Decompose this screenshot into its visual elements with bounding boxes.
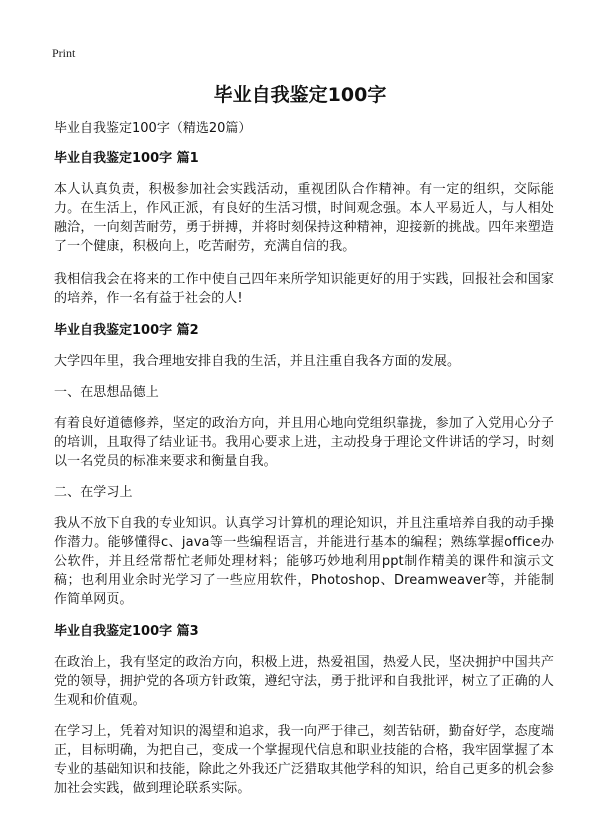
document-subtitle: 毕业自我鉴定100字（精选20篇）	[54, 121, 252, 136]
subheading: 一、在思想品德上	[54, 385, 159, 400]
document-body	[54, 120, 554, 810]
subheading: 二、在学习上	[54, 485, 133, 500]
paragraph: 我相信我会在将来的工作中使自己四年来所学知识能更好的用于实践，回报社会和国家的培养，作一名有益于社会的人!	[54, 272, 554, 306]
paragraph: 本人认真负责，积极参加社会实践活动，重视团队合作精神。有一定的组织，交际能力。在生活上，作风正派，有良好的生活习惯，时间观念强。本人平易近人，与人相处融洽，一向刻苦耐劳，勇于拼搏，并将时刻保持这种精神，迎接新的挑战。四年来塑造了一个健康，积极向上，吃苦耐劳，充满自信的我。	[54, 182, 554, 254]
paragraph: 在政治上，我有坚定的政治方向，积极上进，热爱祖国，热爱人民，坚决拥护中国共产党的领导，拥护党的各项方针政策，遵纪守法，勇于批评和自我批评，树立了正确的人生观和价值观。	[54, 655, 554, 708]
paragraph: 大学四年里，我合理地安排自我的生活，并且注重自我各方面的发展。	[54, 354, 461, 369]
print-link[interactable]: Print	[52, 46, 76, 60]
section-heading-2: 毕业自我鉴定100字 篇2	[54, 323, 199, 338]
section-heading-1: 毕业自我鉴定100字 篇1	[54, 151, 199, 166]
page-title: 毕业自我鉴定100字	[213, 84, 387, 106]
section-heading-3: 毕业自我鉴定100字 篇3	[54, 624, 199, 639]
paragraph: 在学习上，凭着对知识的渴望和追求，我一向严于律己，刻苦钻研，勤奋好学，态度端正，目标明确，为把自己，变成一个掌握现代信息和职业技能的合格，我牢固掌握了本专业的基础知识和技能，除此之外我还广泛猎取其他学科的知识，给自己更多的机会参加社会实践，做到理论联系实际。	[54, 724, 554, 796]
paragraph: 有着良好道德修养，坚定的政治方向，并且用心地向党组织靠拢，参加了入党用心分子的培训，且取得了结业证书。我用心要求上进，主动投身于理论文件讲话的学习，时刻以一名党员的标准来要求和衡量自我。	[54, 416, 554, 469]
paragraph: 我从不放下自我的专业知识。认真学习计算机的理论知识，并且注重培养自我的动手操作潜力。能够懂得c、java等一些编程语言，并能进行基本的编程；熟练掌握office办公软件，并且经常帮忙老师处理材料；能够巧妙地利用ppt制作精美的课件和演示文稿；也利用业余时光学习了一些应用软件，Photoshop、Dreamweaver等，并能制作简单网页。	[54, 516, 554, 607]
